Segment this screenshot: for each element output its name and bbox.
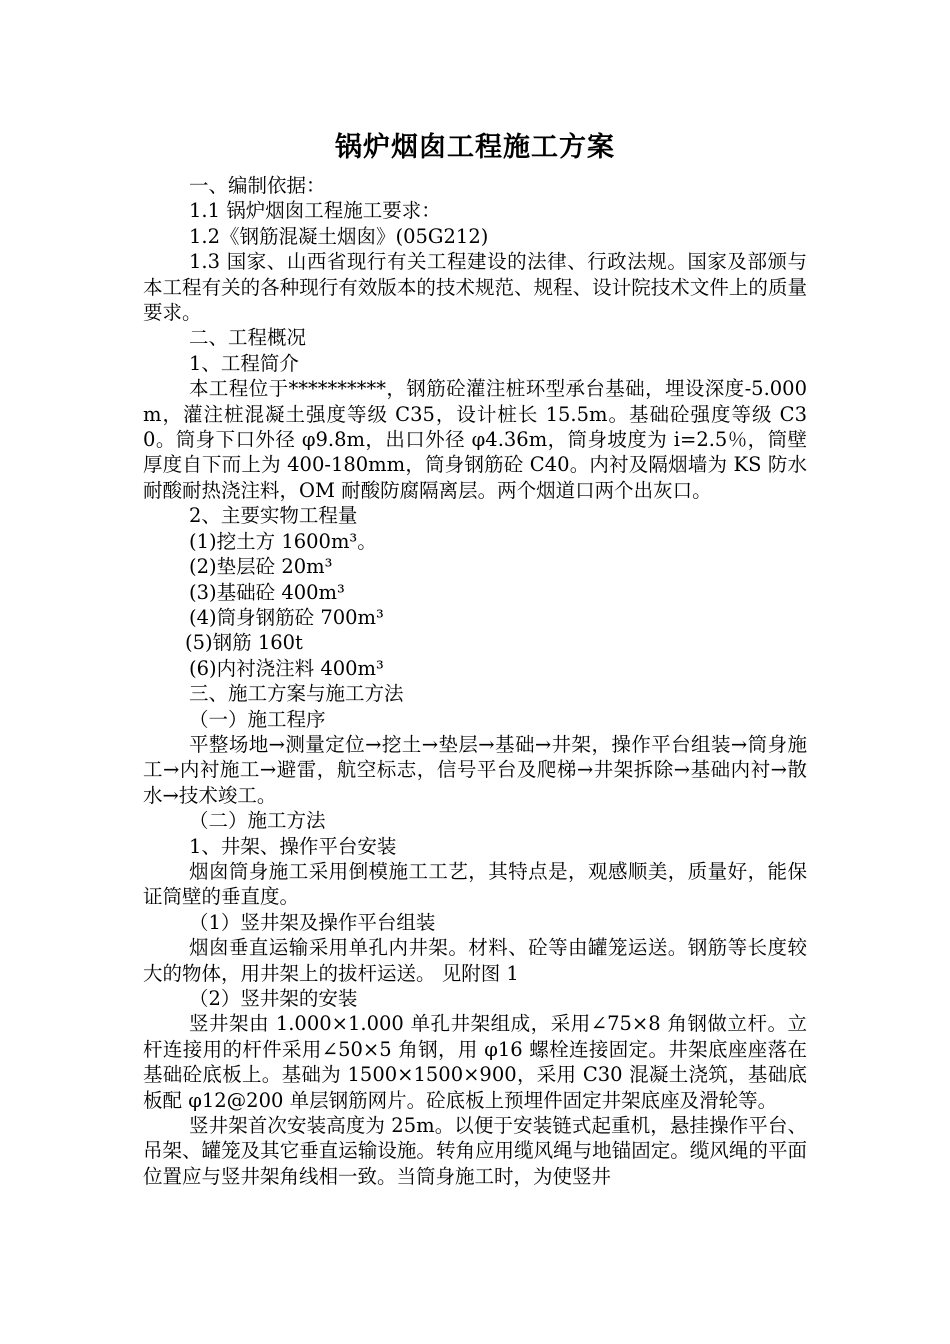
quantity-item: (6)内衬浇注料 400m³ (189, 656, 384, 680)
list-item: 1.1 锅炉烟囱工程施工要求： (189, 199, 441, 223)
subsection-heading: 1、工程简介 (189, 351, 299, 375)
paragraph: 平整场地→测量定位→挖土→垫层→基础→井架，操作平台组装→筒身施工→内衬施工→避雷，航空标志，信号平台及爬梯→井架拆除→基础内衬→散水→技术竣工。 (143, 732, 807, 807)
paragraph: 烟囱筒身施工采用倒模施工工艺，其特点是，观感顺美，质量好，能保证筒壁的垂直度。 (143, 859, 807, 909)
document-body (143, 173, 807, 1189)
quantity-item: (3)基础砼 400m³ (189, 580, 345, 604)
quantity-item: (1)挖土方 1600m³。 (189, 529, 377, 553)
section-heading: 二、工程概况 (189, 326, 307, 350)
paragraph: 1.3 国家、山西省现行有关工程建设的法律、行政法规。国家及部颁与本工程有关的各种现行有效版本的技术规范、规程、设计院技术文件上的质量要求。 (143, 250, 807, 325)
quantity-item: (5)钢筋 160t (185, 631, 303, 655)
quantity-item: (4)筒身钢筋砼 700m³ (189, 605, 384, 629)
subsection-heading: （二）施工方法 (189, 809, 326, 833)
section-heading: 一、编制依据： (189, 174, 326, 197)
subsection-heading: （一）施工程序 (189, 707, 326, 731)
section-heading: 三、施工方案与施工方法 (189, 682, 404, 706)
paragraph: 竖井架由 1.000×1.000 单孔井架组成，采用∠75×8 角钢做立杆。立杆连接用的杆件采用∠50×5 角钢，用 φ16 螺栓连接固定。井架底座座落在基础砼底板上。基础为 1500×1500×900，采用 C30 混凝土浇筑，基础底板配 φ12@200 单层钢筋网片。砼底板上预埋件固定井架底座及滑轮等。 (143, 1012, 807, 1112)
document-title: 锅炉烟囱工程施工方案 (335, 132, 615, 163)
quantity-item: (2)垫层砼 20m³ (189, 555, 333, 579)
subsection-heading: （1）竖井架及操作平台组装 (189, 910, 436, 934)
paragraph: 本工程位于**********，钢筋砼灌注桩环型承台基础，埋设深度-5.000m，灌注桩混凝土强度等级 C35，设计桩长 15.5m。基础砼强度等级 C30。筒身下口外径 φ9.8m，出口外径 φ4.36m，筒身坡度为 i=2.5％，筒壁厚度自下而上为 400-180mm，筒身钢筋砼 C40。内衬及隔烟墙为 KS 防水耐酸耐热浇注料，OM 耐酸防腐隔离层。两个烟道口两个出灰口。 (143, 377, 807, 502)
list-item: 1.2《钢筋混凝土烟囱》(05G212) (189, 224, 489, 248)
subsection-heading: 2、主要实物工程量 (189, 504, 358, 528)
subsection-heading: 1、井架、操作平台安装 (189, 834, 397, 858)
subsection-heading: （2）竖井架的安装 (189, 987, 358, 1010)
paragraph: 竖井架首次安装高度为 25m。以便于安装链式起重机，悬挂操作平台、吊架、罐笼及其它垂直运输设施。转角应用缆风绳与地锚固定。缆风绳的平面位置应与竖井架角线相一致。当筒身施工时，为使竖井 (143, 1114, 807, 1188)
paragraph: 烟囱垂直运输采用单孔内井架。材料、砼等由罐笼运送。钢筋等长度较大的物体，用井架上的拔杆运送。 见附图 1 (143, 936, 807, 985)
